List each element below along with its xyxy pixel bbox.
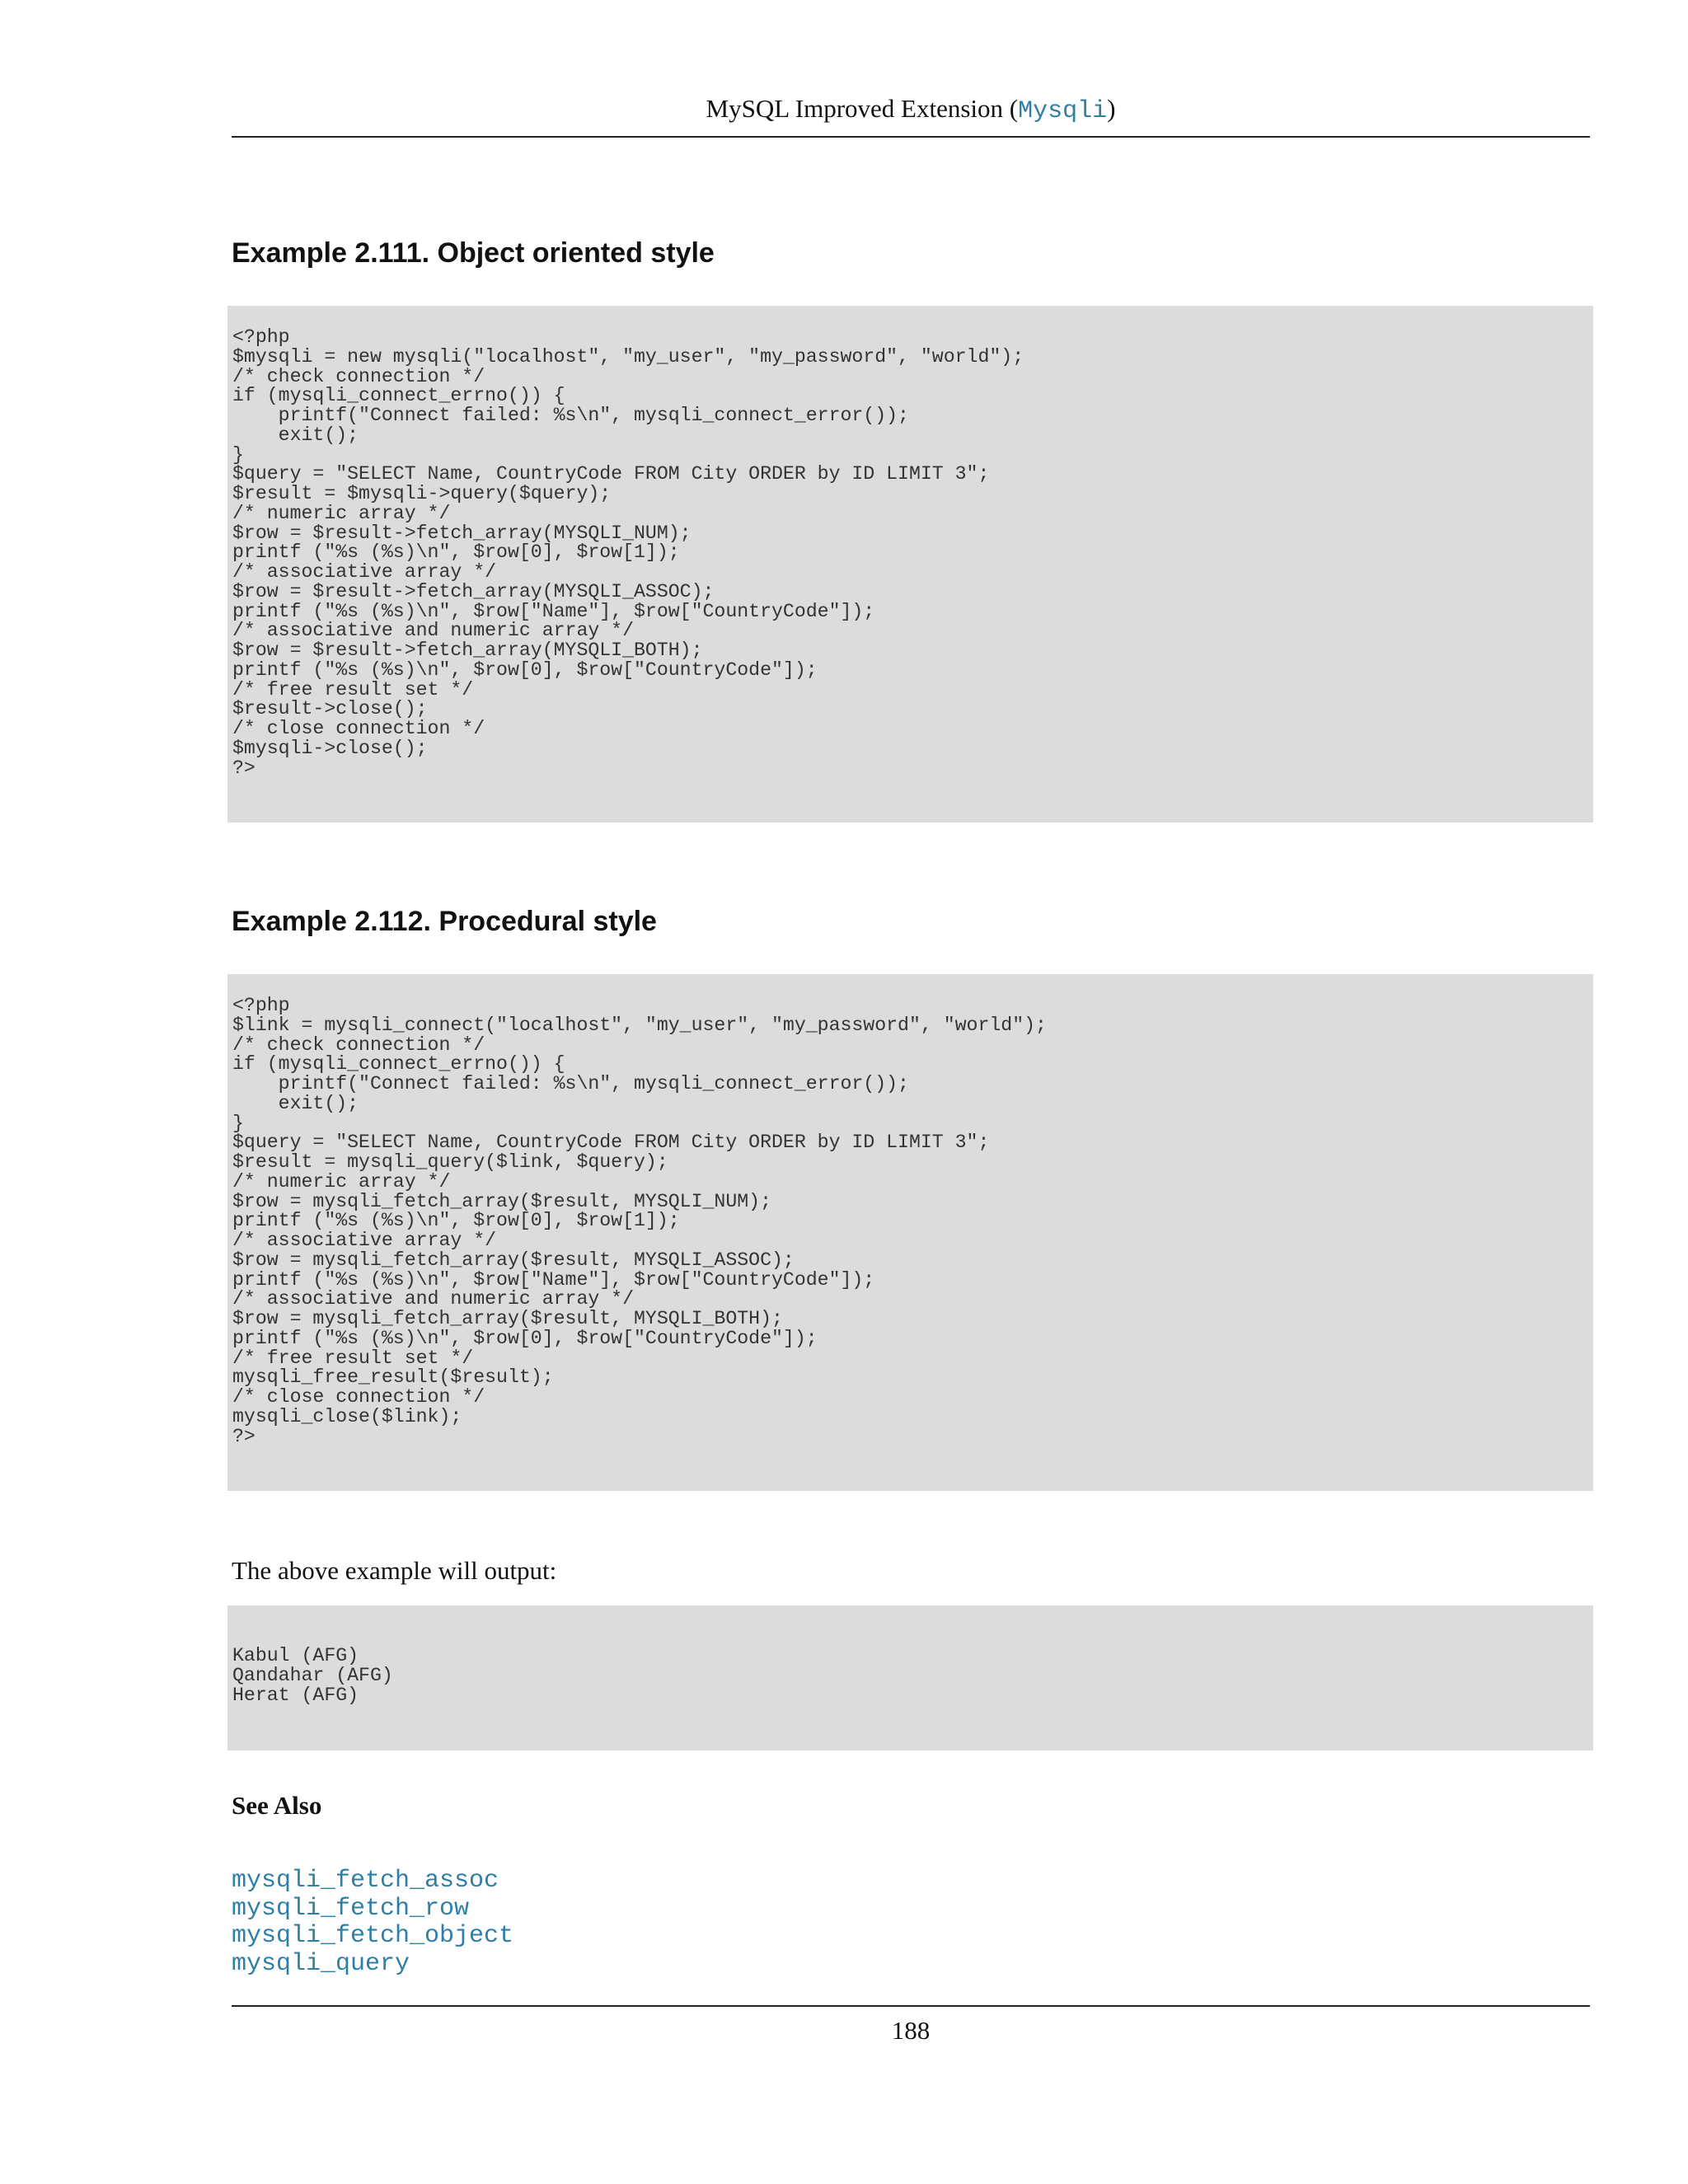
example-2-title: Example 2.112. Procedural style [232,906,657,937]
footer-rule [232,2005,1590,2007]
output-intro-text: The above example will output: [232,1556,557,1585]
see-also-list [232,1868,513,1978]
example-1-title: Example 2.111. Object oriented style [232,237,715,269]
see-also-heading: See Also [232,1791,322,1820]
example-2-code-block [227,974,1593,1491]
see-also-link-fetch-row[interactable]: mysqli_fetch_row [232,1894,470,1923]
page-header [232,92,1590,128]
see-also-link-query[interactable]: mysqli_query [232,1949,410,1978]
example-1-code-block [227,306,1593,823]
page-number: 188 [891,2016,931,2045]
example-2-code: <?php $link = mysqli_connect("localhost", "my_user", "my_password", "world"); /* check connection */ if (mysqli_connect_errno()) { printf("Connect failed: %s\n", mysqli_connect_error()); exit(); } $query = "SELECT Name, CountryCode FROM City ORDER by ID LIMIT 3"; $result = mysqli_query($link, $query); /* numeric array */ $row = mysqli_fetch_array($result, MYSQLI_NUM); printf ("%s (%s)\n", $row[0], $row[1]); /* associative array */ $row = mysqli_fetch_array($result, MYSQLI_ASSOC); printf ("%s (%s)\n", $row["Name"], $row["CountryCode"]); /* associative and numeric array */ $row = mysqli_fetch_array($result, MYSQLI_BOTH); printf ("%s (%s)\n", $row[0], $row["CountryCode"]); /* free result set */ mysqli_free_result($result); /* close connection */ mysqli_close($link); ?> [232,995,1047,1447]
header-title-prefix: MySQL Improved Extension ( [706,94,1019,123]
header-rule [232,136,1590,138]
header-mysqli-link[interactable]: Mysqli [1018,97,1108,125]
header-title-suffix: ) [1107,94,1116,123]
output-code-block [227,1605,1593,1750]
see-also-link-fetch-object[interactable]: mysqli_fetch_object [232,1922,514,1950]
see-also-link-fetch-assoc[interactable]: mysqli_fetch_assoc [232,1867,499,1895]
example-1-code: <?php $mysqli = new mysqli("localhost", "my_user", "my_password", "world"); /* check connection */ if (mysqli_connect_errno()) { printf("Connect failed: %s\n", mysqli_connect_error()); exit(); } $query = "SELECT Name, CountryCode FROM City ORDER by ID LIMIT 3"; $result = $mysqli->query($query); /* numeric array */ $row = $result->fetch_array(MYSQLI_NUM); printf ("%s (%s)\n", $row[0], $row[1]); /* associative array */ $row = $result->fetch_array(MYSQLI_ASSOC); printf ("%s (%s)\n", $row["Name"], $row["CountryCode"]); /* associative and numeric array */ $row = $result->fetch_array(MYSQLI_BOTH); printf ("%s (%s)\n", $row[0], $row["CountryCode"]); /* free result set */ $result->close(); /* close connection */ $mysqli->close(); ?> [232,326,1025,779]
output-code: Kabul (AFG) Qandahar (AFG) Herat (AFG) [232,1645,393,1706]
